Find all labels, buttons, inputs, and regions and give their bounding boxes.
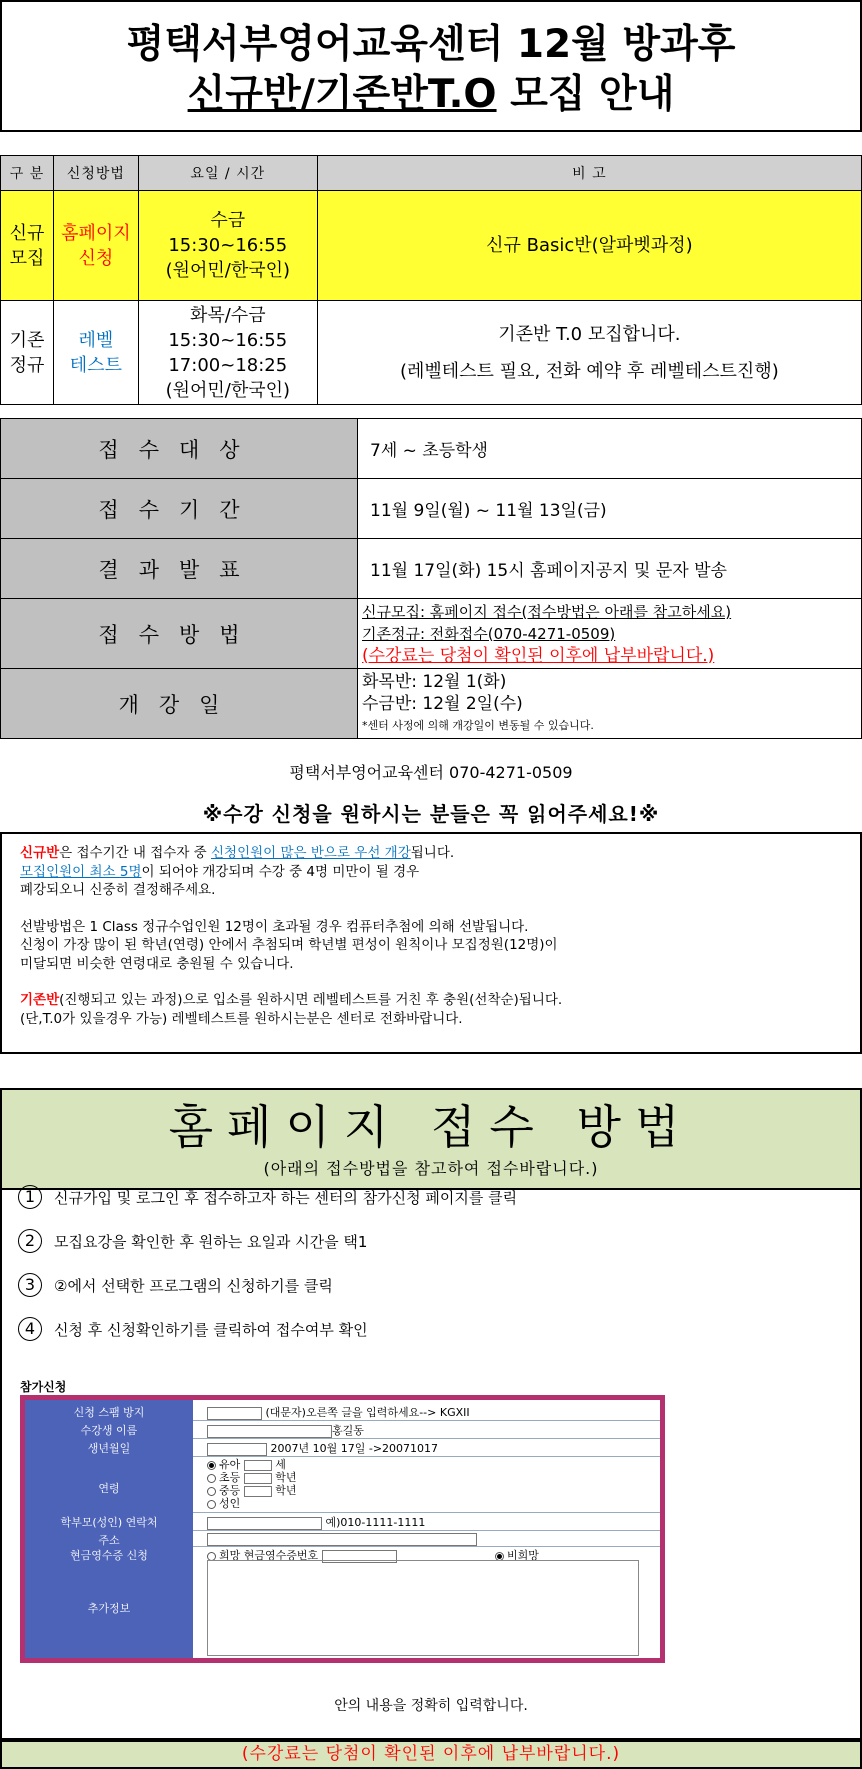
age-radio-middle[interactable] [207, 1487, 216, 1496]
step-4: 4 신청 후 신청확인하기를 클릭하여 접수여부 확인 [18, 1317, 368, 1341]
phone-input[interactable] [207, 1517, 322, 1530]
open-value: 화목반: 12월 1(화) 수금반: 12월 2일(수) *센터 사정에 의해 개강일이 변동될 수 있습니다. [358, 669, 862, 739]
homepage-subtitle: (아래의 접수방법을 참고하여 접수바랍니다.) [263, 1159, 599, 1178]
info-box: 신규반은 접수기간 내 접수자 중 신청인원이 많은 반으로 우선 개강됩니다. 모집인원이 최소 5명이 되어야 개강되며 수강 중 4명 미만이 될 경우 폐강되오니 신중히 결정해주세요. 선발방법은 1 Class 정규수업인원 12명이 초과될 경우 컴퓨터추첨에 의해 선발됩니다. 신청이 가장 많이 된 학년(연령) 안에서 추첨되며 학년별 편성이 원칙이나 모집정원(12명)이 미달되면 비슷한 연령대로 충원될 수 있습니다. 기존반(진행되고 있는 과정)으로 입소를 원하시면 레벨테스트를 거친 후 충원(선착순)됩니다. (단,T.0가 있을경우 가능) 레벨테스트를 원하시는분은 센터로 전화바랍니다. [0, 832, 862, 1054]
step-2: 2 모집요강을 확인한 후 원하는 요일과 시간을 택1 [18, 1229, 367, 1253]
existing-time: 화목/수금 15:30~16:55 17:00~18:25 (원어민/한국인) [138, 301, 317, 405]
step-3: 3 ②에서 선택한 프로그램의 신청하기를 클릭 [18, 1273, 333, 1297]
method-value: 신규모집: 홈페이지 접수(접수방법은 아래를 참고하세요) 기존정규: 전화접수(070-4271-0509) (수강료는 당첨이 확인된 이후에 납부바랍니다.) [358, 599, 862, 669]
extra-info-textarea[interactable] [207, 1560, 639, 1656]
header-category: 구 분 [1, 156, 54, 191]
header-note: 비 고 [317, 156, 861, 191]
homepage-title: 홈페이지 접수 방법 [168, 1100, 694, 1154]
title-rest-text: 모집 안내 [496, 72, 675, 117]
reception-table [0, 418, 862, 739]
age-radio-adult[interactable] [207, 1500, 216, 1509]
result-value: 11월 17일(화) 15시 홈페이지공지 및 문자 발송 [358, 539, 862, 599]
new-time: 수금 15:30~16:55 (원어민/한국인) [138, 191, 317, 301]
signup-form-sample: 신청 스팸 방지 (대문자)오른쪽 글을 입력하세요--> KGXII 수강생 이름 홍길동 생년월일 2007년 10월 17일 ->20071017 연령 유아 세 초등 학년 중등 학년 성인 학부모(성인) 연락처 예)010-1111-1111 주소 현금영수증 신청 희망 현금영수증번호 비희망 추가정보 [20, 1395, 665, 1663]
page-title-box [0, 0, 862, 132]
title-underlined-text: 신규반/기존반T.O [187, 72, 497, 117]
homepage-header [0, 1088, 862, 1188]
new-method: 홈페이지 신청 [53, 191, 138, 301]
period-label: 접수기간 [1, 479, 358, 539]
address-input[interactable] [207, 1533, 477, 1546]
bottom-fee-notice: (수강료는 당첨이 확인된 이후에 납부바랍니다.) [0, 1740, 862, 1769]
new-type: 신규 모집 [1, 191, 54, 301]
target-label: 접수대상 [1, 419, 358, 479]
existing-type: 기존 정규 [1, 301, 54, 405]
birth-input[interactable] [207, 1443, 267, 1456]
existing-method: 레벨 테스트 [53, 301, 138, 405]
name-input[interactable] [207, 1425, 332, 1438]
contact-line: 평택서부영어교육센터 070-4271-0509 [289, 763, 573, 782]
table-row-new [1, 191, 862, 301]
read-notice: ※수강 신청을 원하시는 분들은 꼭 읽어주세요!※ [202, 802, 660, 826]
page-title-line2 [2, 70, 860, 120]
page-title-line1: 평택서부영어교육센터 12월 방과후 [126, 22, 736, 67]
spam-input[interactable] [207, 1407, 262, 1420]
existing-note: 기존반 T.0 모집합니다. (레벨테스트 필요, 전화 예약 후 레벨테스트진행) [317, 301, 861, 405]
step-1: 1 신규가입 및 로그인 후 접수하고자 하는 센터의 참가신청 페이지를 클릭 [18, 1185, 517, 1209]
open-label: 개강일 [1, 669, 358, 739]
form-note: 안의 내용을 정확히 입력합니다. [334, 1698, 528, 1714]
header-time: 요일 / 시간 [138, 156, 317, 191]
header-method: 신청방법 [53, 156, 138, 191]
age-radio-kinder[interactable] [207, 1461, 216, 1470]
result-label: 결과발표 [1, 539, 358, 599]
age-radio-elem[interactable] [207, 1474, 216, 1483]
method-label: 접수방법 [1, 599, 358, 669]
form-caption: 참가신청 [20, 1380, 67, 1394]
new-note: 신규 Basic반(알파벳과정) [317, 191, 861, 301]
target-value: 7세 ~ 초등학생 [358, 419, 862, 479]
table-row-existing [1, 301, 862, 405]
period-value: 11월 9일(월) ~ 11월 13일(금) [358, 479, 862, 539]
schedule-table [0, 155, 862, 405]
